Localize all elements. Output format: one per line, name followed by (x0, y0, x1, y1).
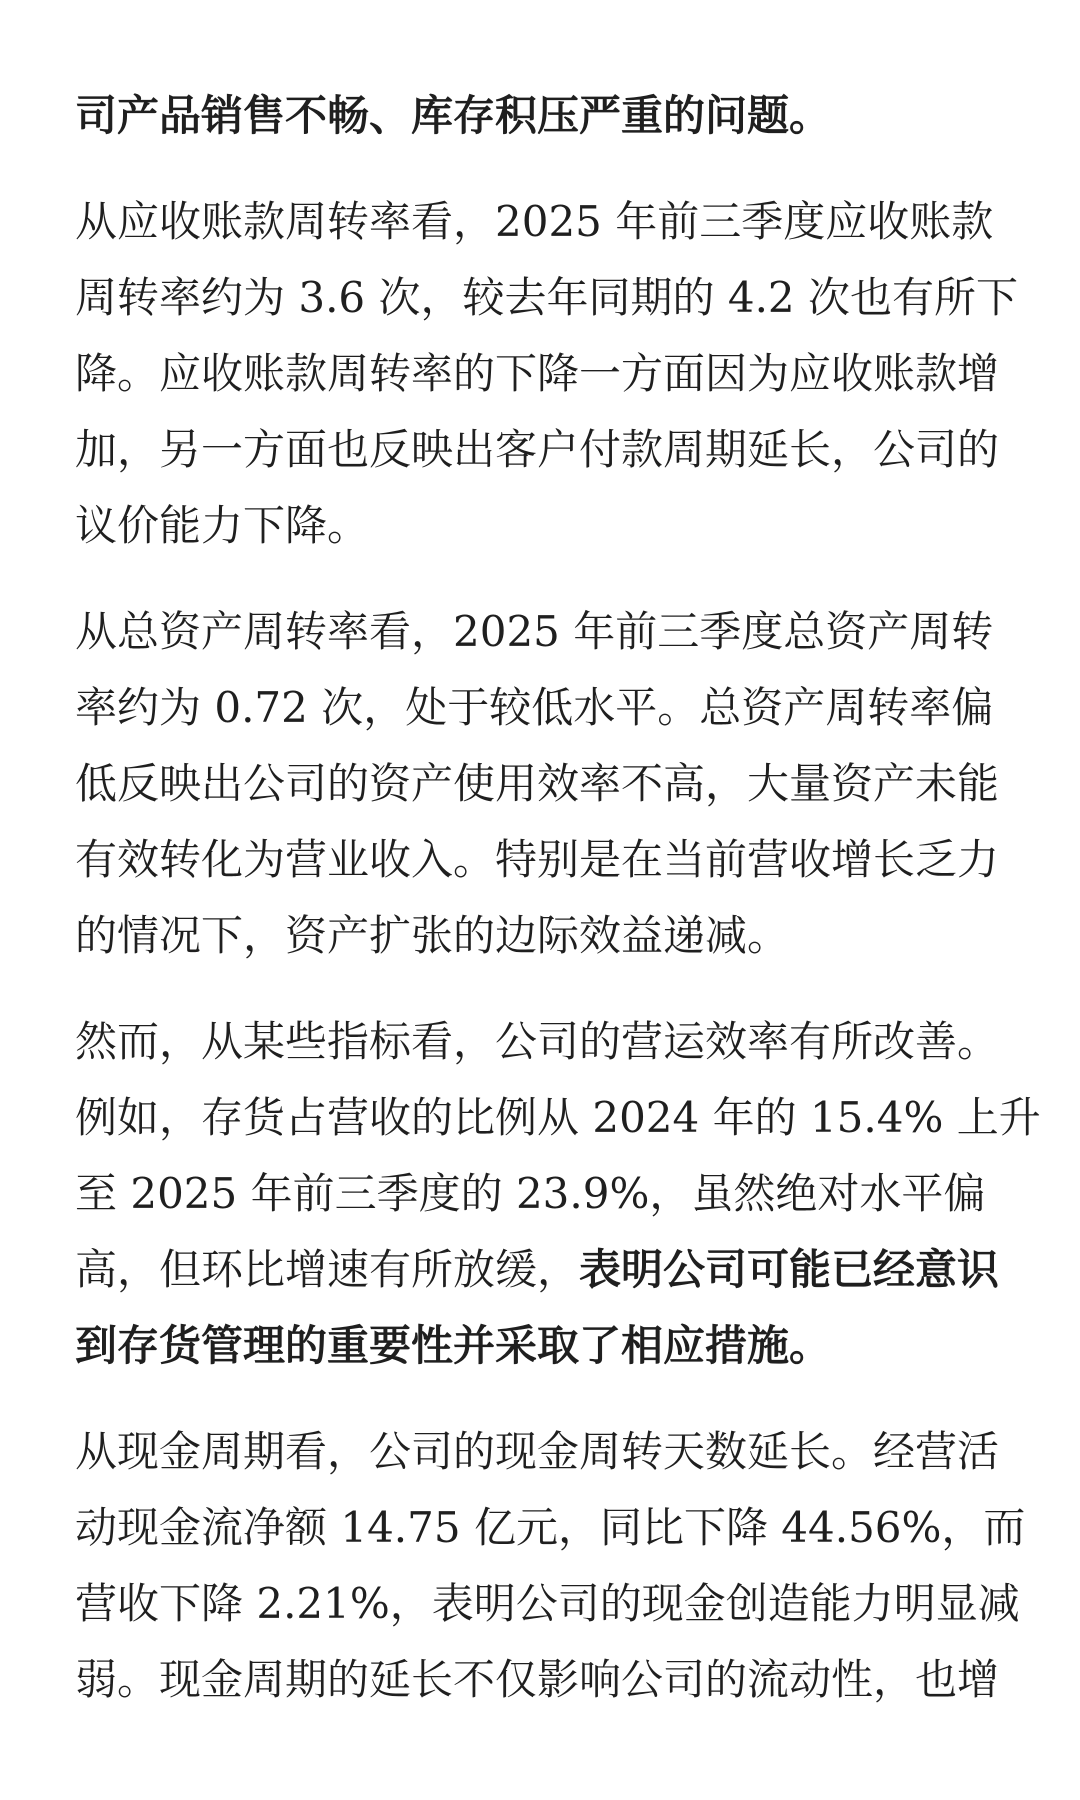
text-line (75, 336, 1015, 412)
bold-text-segment: 表明公司可能已经意识 (579, 1245, 1000, 1294)
text-segment: 营收下降 2.21%，表明公司的现金创造能力明显减 (75, 1579, 1020, 1628)
text-line (75, 670, 1015, 746)
text-line (75, 1414, 1015, 1490)
text-segment: 动现金流净额 14.75 亿元，同比下降 44.56%，而 (75, 1503, 1026, 1552)
text-segment: 然而，从某些指标看，公司的营运效率有所改善。 (75, 1017, 1000, 1066)
text-segment: 议价能力下降。 (75, 501, 370, 550)
text-segment: 从总资产周转率看，2025 年前三季度总资产周转 (75, 607, 994, 656)
text-line (75, 898, 1015, 974)
text-segment: 降。应收账款周转率的下降一方面因为应收账款增 (75, 349, 1000, 398)
bold-text-segment: 司产品销售不畅、库存积压严重的问题。 (75, 91, 832, 140)
text-line (75, 1642, 1015, 1718)
text-line (75, 746, 1015, 822)
paragraph (75, 1004, 1041, 1384)
text-line (75, 184, 1015, 260)
text-segment: 周转率约为 3.6 次，较去年同期的 4.2 次也有所下 (75, 273, 1018, 322)
text-line (75, 1156, 1015, 1232)
article-body (75, 78, 1041, 1718)
text-segment: 弱。现金周期的延长不仅影响公司的流动性，也增 (75, 1655, 1000, 1704)
bold-text-segment: 到存货管理的重要性并采取了相应措施。 (75, 1321, 832, 1370)
text-segment: 从应收账款周转率看，2025 年前三季度应收账款 (75, 197, 994, 246)
text-segment: 率约为 0.72 次，处于较低水平。总资产周转率偏 (75, 683, 994, 732)
text-segment: 低反映出公司的资产使用效率不高，大量资产未能 (75, 759, 1000, 808)
text-segment: 加，另一方面也反映出客户付款周期延长，公司的 (75, 425, 1000, 474)
text-line (75, 1566, 1020, 1642)
paragraph (75, 1414, 1026, 1718)
text-segment: 从现金周期看，公司的现金周转天数延长。经营活 (75, 1427, 1000, 1476)
text-line (75, 1308, 1015, 1384)
text-segment: 有效转化为营业收入。特别是在当前营收增长乏力 (75, 835, 1000, 884)
text-line (75, 488, 1015, 564)
text-segment: 高，但环比增速有所放缓， (75, 1245, 580, 1294)
text-line (75, 412, 1015, 488)
text-segment: 的情况下，资产扩张的边际效益递减。 (75, 911, 790, 960)
text-segment: 至 2025 年前三季度的 23.9%，虽然绝对水平偏 (75, 1169, 986, 1218)
text-line (75, 1004, 1015, 1080)
text-line (75, 1232, 1015, 1308)
paragraph (75, 594, 1015, 974)
text-line (75, 78, 1015, 154)
paragraph (75, 184, 1018, 564)
text-line (75, 1490, 1026, 1566)
text-line (75, 260, 1018, 336)
text-segment: 例如，存货占营收的比例从 2024 年的 15.4% 上升 (75, 1093, 1041, 1142)
text-line (75, 822, 1015, 898)
paragraph (75, 78, 1015, 154)
text-line (75, 594, 1015, 670)
text-line (75, 1080, 1041, 1156)
